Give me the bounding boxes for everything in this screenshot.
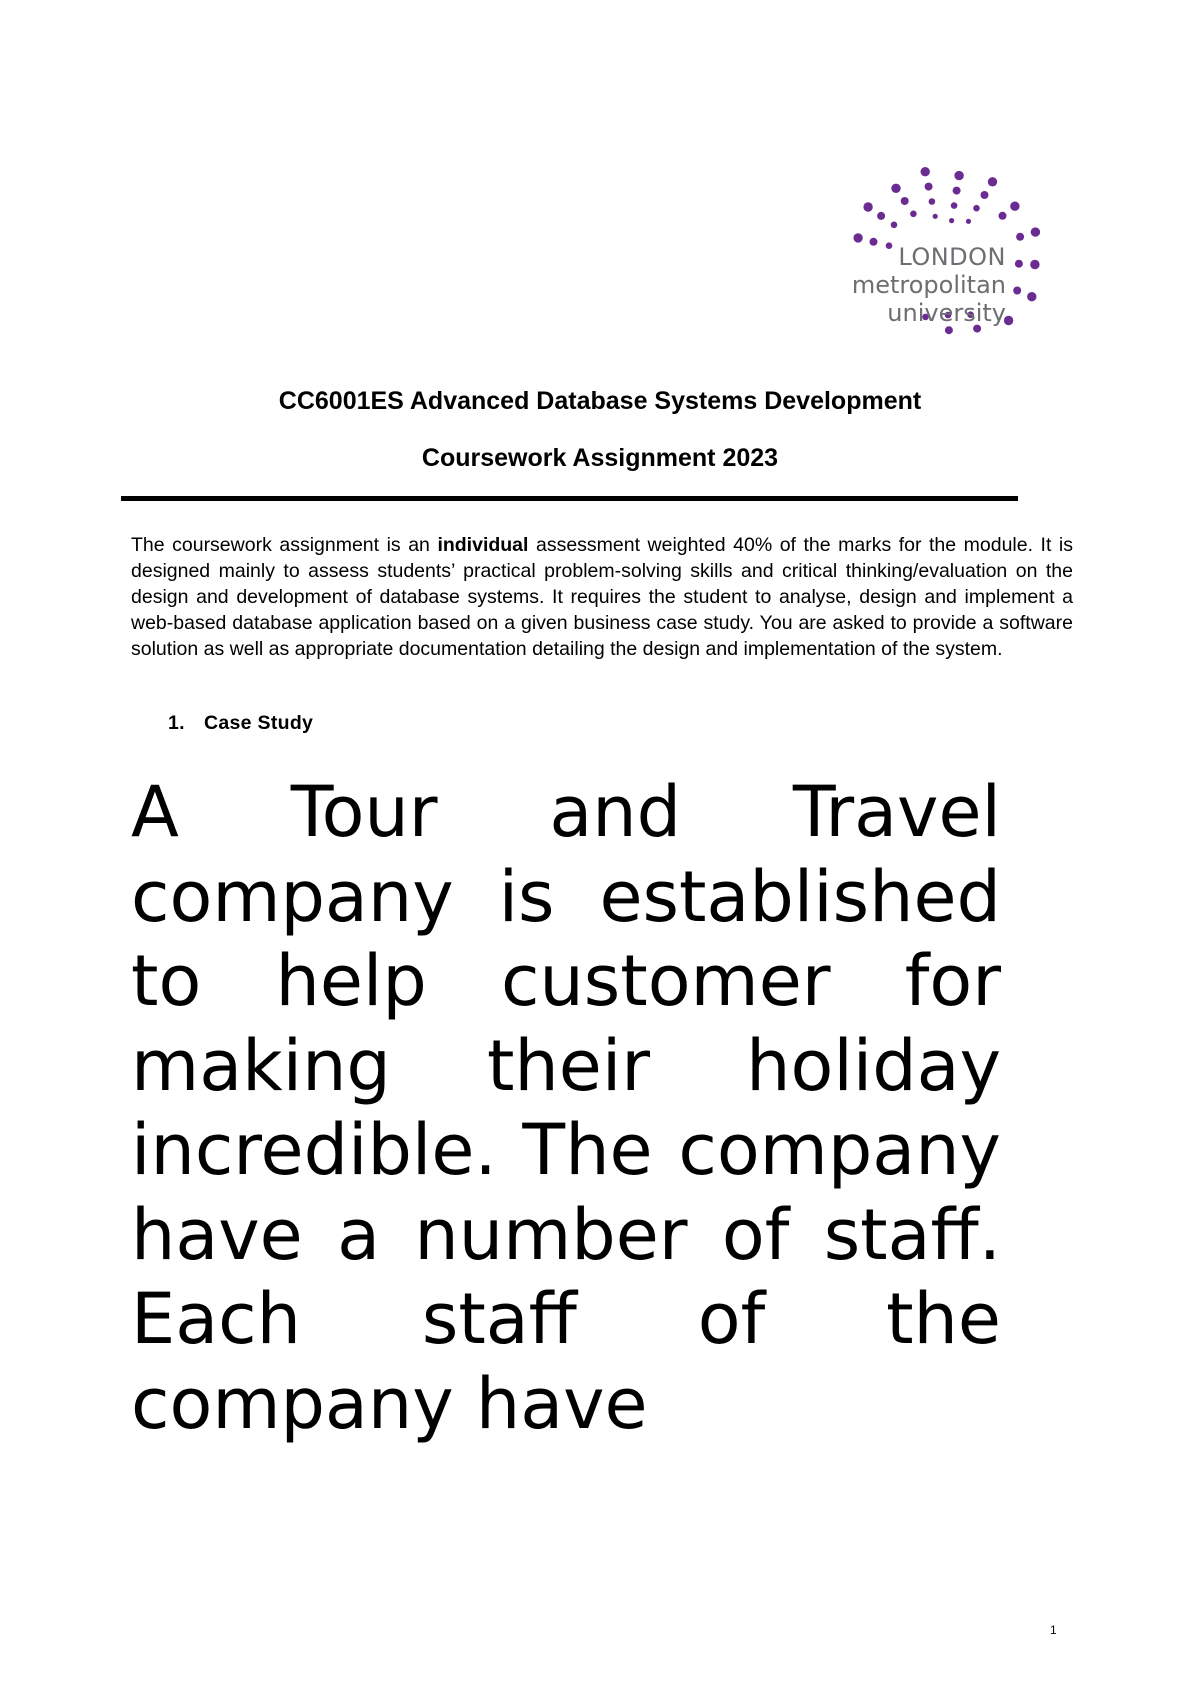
logo-dot [891, 222, 898, 229]
logo-dot [951, 202, 958, 209]
logo-dot [891, 184, 900, 193]
logo-dot [863, 202, 872, 211]
intro-text-end: assessment weighted 40% of the marks for the module. It is designed mainly to assess students’ practical problem-solving skills and critical thinking/evaluation on the design and development of database systems. It requires the student to analyse, design and implement a web-based database application based on a given business case study. You are asked to provide a software solution as well as appropriate documentation detailing the design and implementation of the system. [131, 534, 1073, 660]
case-study-text: A Tour and Travel company is established to help customer for making their holiday incredible. The company have a number of staff. Each staff of the company have [131, 771, 1001, 1445]
logo-dot [853, 233, 862, 242]
logo-dot [1013, 287, 1021, 295]
intro-text-bold: individual [437, 534, 529, 556]
logo-dot [988, 177, 997, 186]
logo-dot [1015, 260, 1023, 268]
logo-dot [929, 198, 936, 205]
logo-dot [877, 212, 885, 220]
intro-text-start: The coursework assignment is an [131, 534, 438, 556]
logo-dot [910, 211, 917, 218]
section-number: 1. [168, 712, 185, 734]
logo-dot [1027, 292, 1036, 301]
document-title: CC6001ES Advanced Database Systems Development [278, 387, 922, 415]
logo-dot [1010, 202, 1019, 211]
logo-dot [973, 205, 980, 212]
logo-line-university: university [887, 299, 1006, 327]
logo-dot [1030, 260, 1039, 269]
document-subtitle: Coursework Assignment 2023 [421, 444, 779, 472]
title-divider [121, 496, 1018, 501]
page-number: 1 [1050, 1623, 1057, 1637]
logo-dot [1016, 233, 1024, 241]
logo-dot [921, 167, 930, 176]
logo-dot [953, 187, 961, 195]
logo-dot [901, 197, 909, 205]
logo-dot [966, 219, 971, 224]
logo-dot [954, 171, 963, 180]
logo-line-metropolitan: metropolitan [851, 271, 1006, 299]
logo-dot [945, 326, 953, 334]
logo-wordmark [852, 243, 1006, 327]
logo-dot [925, 183, 933, 191]
logo-dot [981, 191, 989, 199]
university-logo [830, 165, 1090, 335]
logo-line-london: LONDON [898, 243, 1006, 271]
logo-dot [1031, 227, 1040, 236]
section-heading-case-study [168, 712, 313, 735]
logo-dot [933, 214, 938, 219]
logo-dot [949, 218, 954, 223]
logo-dot [999, 212, 1007, 220]
intro-paragraph [131, 532, 1073, 662]
section-title: Case Study [204, 712, 314, 734]
